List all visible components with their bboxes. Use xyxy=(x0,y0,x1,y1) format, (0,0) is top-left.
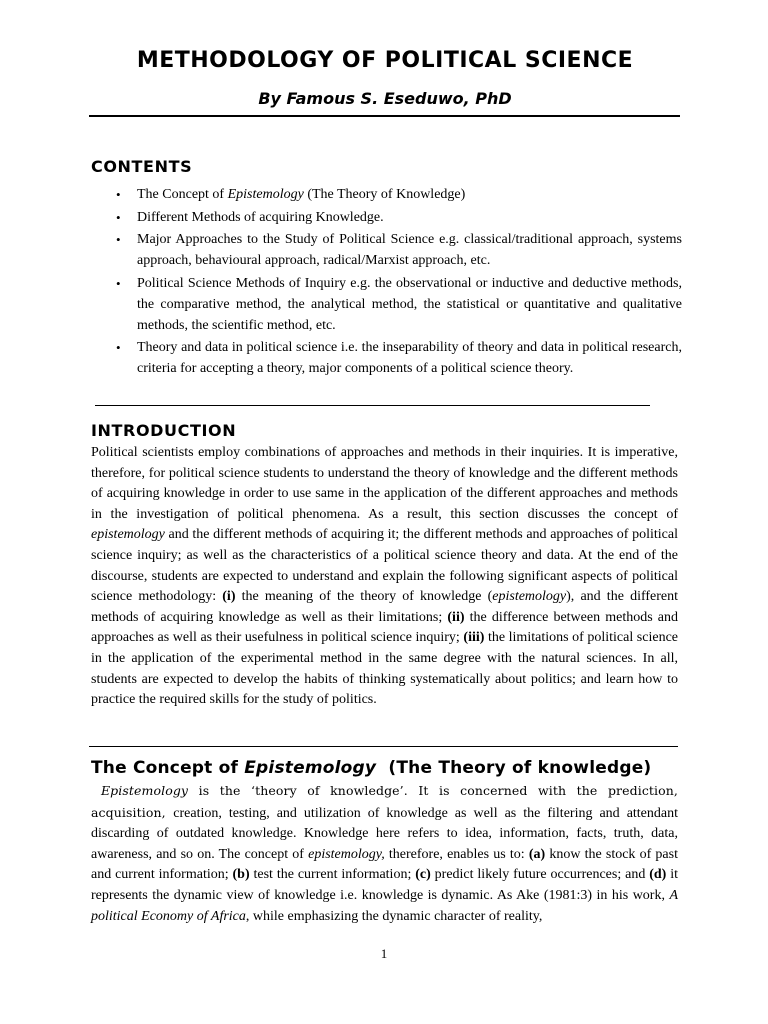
introduction-divider xyxy=(89,746,678,747)
page-number: 1 xyxy=(380,946,388,961)
contents-item: • Major Approaches to the Study of Political Science e.g. classical/traditional approach, systems approach, behavioural approach, radical/Marxist approach, etc. xyxy=(112,229,682,271)
contents-item: • The Concept of Epistemology (The Theory of Knowledge) xyxy=(112,184,682,205)
contents-item: • Theory and data in political science i.e. the inseparability of theory and data in political research, criteria for accepting a theory, major components of a political science theory. xyxy=(112,337,682,379)
concept-heading: The Concept of Epistemology (The Theory of knowledge) xyxy=(91,758,652,778)
concept-paragraph: Epistemology is the ‘theory of knowledge’. It is concerned with the prediction, acquisition, creation, testing, and utilization of knowledge as well as the filtering and attendant discarding of outdated knowledge. Knowledge here refers to idea, information, facts, truth, data, awareness, and so on. The concept of epistemology, therefore, enables us to: (a) know the stock of past and current information; (b) test the current information; (c) predict likely future occurrences; and (d) it represents the dynamic view of knowledge i.e. knowledge is dynamic. As Ake (1981:3) in his work, A political Economy of Africa, while emphasizing the dynamic character of reality, xyxy=(91,783,679,924)
introduction-heading: INTRODUCTION xyxy=(91,421,237,440)
contents-item: • Political Science Methods of Inquiry e.g. the observational or inductive and deductive methods, the comparative method, the analytical method, the statistical or quantitative and qualitative methods, the scientific method, etc. xyxy=(112,273,682,336)
introduction-paragraph: Political scientists employ combinations of approaches and methods in their inquiries. It is imperative, therefore, for political science students to understand the theory of knowledge and the different methods of acquiring knowledge in order to use same in the application of the different approaches and methods in the investigation of political phenomena. As a result, this section discusses the concept of epistemology and the different methods of acquiring it; the different methods and approaches of political science inquiry; as well as the characteristics of a political science theory and data. At the end of the discourse, students are expected to understand and explain the following significant aspects of political science methodology: (i) the meaning of the theory of knowledge (epistemology), and the different methods of acquiring knowledge as well as their limitations; (ii) the difference between methods and approaches as well as their usefulness in political science inquiry; (iii) the limitations of political science in the application of the experimental method in the same degree with the natural sciences. In all, students are expected to develop the habits of thinking systematically about politics; and learn how to practice the required skills for the study of politics. xyxy=(91,445,679,708)
contents-heading: CONTENTS xyxy=(91,157,193,176)
header-divider xyxy=(89,115,680,117)
contents-item: • Different Methods of acquiring Knowledge. xyxy=(112,207,682,228)
contents-list xyxy=(112,184,682,381)
document-title: METHODOLOGY OF POLITICAL SCIENCE xyxy=(136,48,634,73)
document-author: By Famous S. Eseduwo, PhD xyxy=(258,89,512,108)
contents-divider xyxy=(95,405,650,406)
